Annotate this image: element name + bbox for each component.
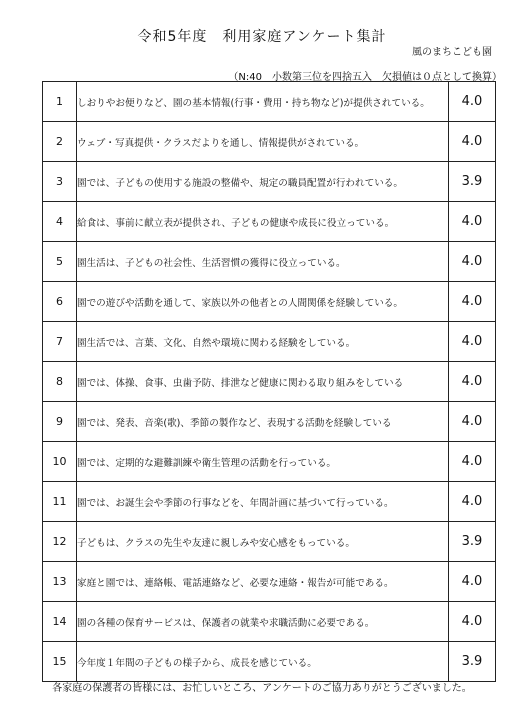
row-score: 4.0 — [449, 322, 496, 362]
row-question: 子どもは、クラスの先生や友達に親しみや安心感をもっている。 — [77, 522, 449, 562]
row-number: 10 — [43, 442, 77, 482]
table-row — [43, 402, 496, 442]
row-question: 園の各種の保育サービスは、保護者の就業や求職活動に必要である。 — [77, 602, 449, 642]
row-score: 4.0 — [449, 442, 496, 482]
row-score: 3.9 — [449, 522, 496, 562]
table-row — [43, 242, 496, 282]
table-row — [43, 82, 496, 122]
row-question: 今年度１年間の子どもの様子から、成長を感じている。 — [77, 642, 449, 682]
table-row — [43, 522, 496, 562]
footer-thanks: 各家庭の保護者の皆様には、お忙しいところ、アンケートのご協力ありがとうございました。 — [52, 683, 472, 694]
row-number: 2 — [43, 122, 77, 162]
row-score: 4.0 — [449, 402, 496, 442]
row-number: 1 — [43, 82, 77, 122]
row-question: 給食は、事前に献立表が提供され、子どもの健康や成長に役立っている。 — [77, 202, 449, 242]
row-number: 6 — [43, 282, 77, 322]
table-row — [43, 322, 496, 362]
row-question: 園では、子どもの使用する施設の整備や、規定の職員配置が行われている。 — [77, 162, 449, 202]
row-score: 4.0 — [449, 82, 496, 122]
row-question: 園では、体操、食事、虫歯予防、排泄など健康に関わる取り組みをしている — [77, 362, 449, 402]
row-number: 9 — [43, 402, 77, 442]
row-question: 園では、お誕生会や季節の行事などを、年間計画に基づいて行っている。 — [77, 482, 449, 522]
row-question: 園生活では、言葉、文化、自然や環境に関わる経験をしている。 — [77, 322, 449, 362]
table-row — [43, 642, 496, 682]
row-score: 4.0 — [449, 122, 496, 162]
row-question: ウェブ・写真提供・クラスだよりを通し、情報提供がされている。 — [77, 122, 449, 162]
row-question: 園では、定期的な避難訓練や衛生管理の活動を行っている。 — [77, 442, 449, 482]
row-number: 12 — [43, 522, 77, 562]
row-question: 家庭と園では、連絡帳、電話連絡など、必要な連絡・報告が可能である。 — [77, 562, 449, 602]
table-row — [43, 282, 496, 322]
row-score: 4.0 — [449, 202, 496, 242]
table-row — [43, 362, 496, 402]
table-row — [43, 162, 496, 202]
table-row — [43, 442, 496, 482]
page-title: 令和5年度 利用家庭アンケート集計 — [137, 29, 387, 45]
table-row — [43, 482, 496, 522]
survey-table — [42, 81, 496, 682]
row-question: 園では、発表、音楽(歌)、季節の製作など、表現する活動を経験している — [77, 402, 449, 442]
row-number: 15 — [43, 642, 77, 682]
row-score: 3.9 — [449, 642, 496, 682]
row-number: 7 — [43, 322, 77, 362]
row-number: 8 — [43, 362, 77, 402]
table-row — [43, 602, 496, 642]
row-question: しおりやお便りなど、園の基本情報(行事・費用・持ち物など)が提供されている。 — [77, 82, 449, 122]
row-score: 4.0 — [449, 242, 496, 282]
row-number: 4 — [43, 202, 77, 242]
row-score: 4.0 — [449, 362, 496, 402]
row-score: 4.0 — [449, 602, 496, 642]
row-number: 3 — [43, 162, 77, 202]
table-row — [43, 202, 496, 242]
row-score: 4.0 — [449, 482, 496, 522]
row-number: 14 — [43, 602, 77, 642]
row-number: 13 — [43, 562, 77, 602]
survey-note: （N:40 小数第三位を四捨五入 欠損値は０点として換算） — [228, 72, 502, 83]
table-row — [43, 562, 496, 602]
row-number: 5 — [43, 242, 77, 282]
table-row — [43, 122, 496, 162]
row-question: 園での遊びや活動を通して、家族以外の他者との人間関係を経験している。 — [77, 282, 449, 322]
row-score: 3.9 — [449, 162, 496, 202]
row-score: 4.0 — [449, 282, 496, 322]
row-question: 園生活は、子どもの社会性、生活習慣の獲得に役立っている。 — [77, 242, 449, 282]
row-number: 11 — [43, 482, 77, 522]
row-score: 4.0 — [449, 562, 496, 602]
organization-name: 風のまちこども園 — [412, 47, 492, 58]
